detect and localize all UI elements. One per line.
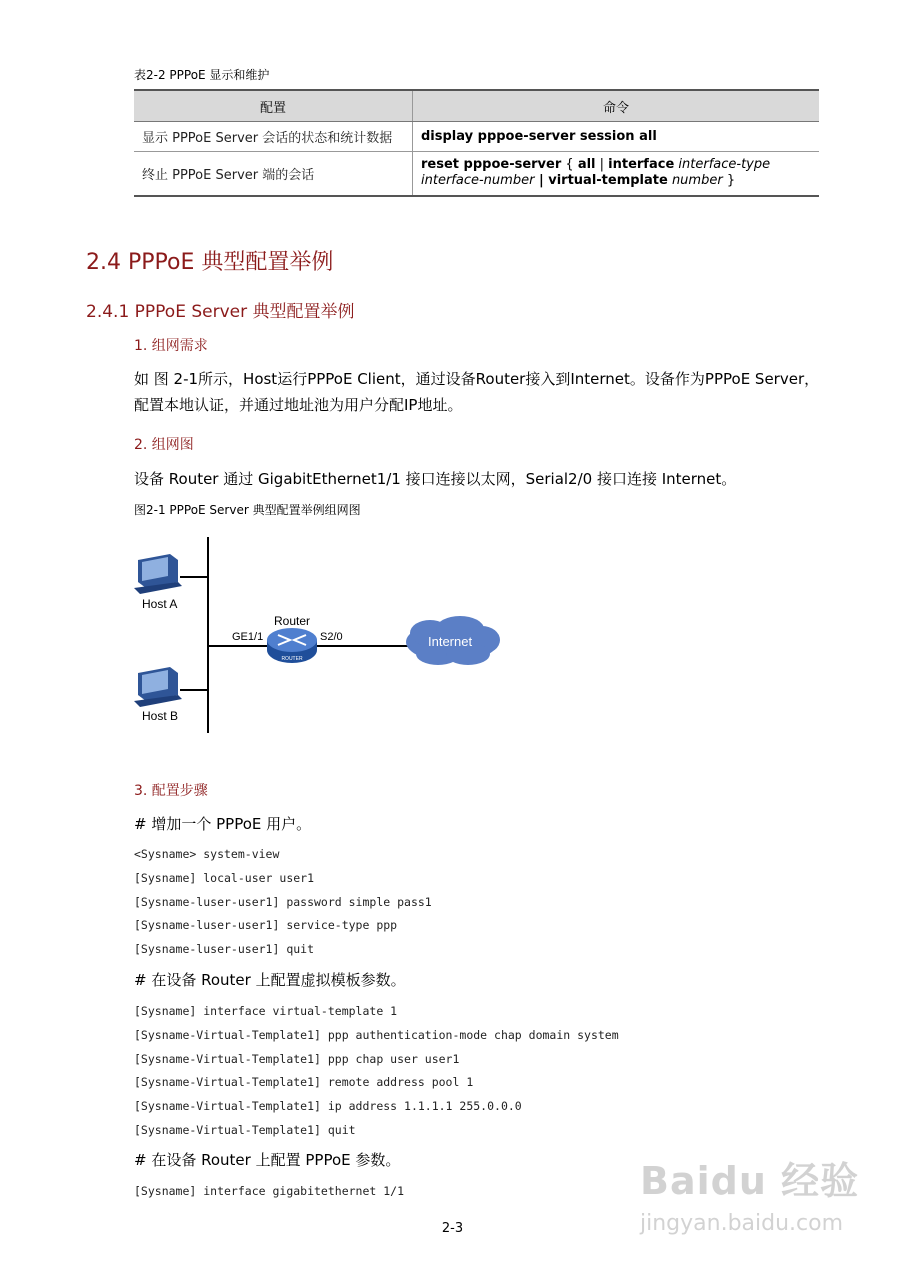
- network-diagram-text: 设备 Router 通过 GigabitEthernet1/1 接口连接以太网，Serial2/0 接口连接 Internet。: [134, 470, 737, 488]
- table-header-row: [134, 90, 819, 122]
- code-line: [Sysname-Virtual-Template1] quit: [134, 1122, 356, 1137]
- table-cell-desc: 显示 PPPoE Server 会话的状态和统计数据: [134, 122, 413, 152]
- cmd-part: }: [722, 173, 736, 189]
- host-b-computer-icon: [134, 667, 182, 707]
- step-comment-virtual-template: # 在设备 Router 上配置虚拟模板参数。: [134, 971, 406, 989]
- router-icon: [267, 628, 317, 663]
- table-cell-cmd: display pppoe-server session all: [413, 122, 820, 152]
- ge-port-label: GE1/1: [232, 631, 264, 643]
- table-header-config: 配置: [134, 90, 413, 122]
- code-line: [Sysname-Virtual-Template1] ip address 1.1.1.1 255.0.0.0: [134, 1099, 522, 1114]
- page-number: 2-3: [441, 1221, 464, 1236]
- table-row: [134, 122, 819, 152]
- code-line: [Sysname-luser-user1] quit: [134, 942, 315, 957]
- code-block-pppoe: [134, 1180, 404, 1204]
- cmd-part: all: [577, 157, 596, 173]
- step-comment-add-user: # 增加一个 PPPoE 用户。: [134, 815, 312, 833]
- cmd-part: |: [595, 157, 609, 173]
- code-line: [Sysname] interface gigabitethernet 1/1: [134, 1184, 405, 1198]
- code-line: [Sysname-luser-user1] service-type ppp: [134, 918, 398, 933]
- subsection-heading: 2.4.1 PPPoE Server 典型配置举例: [86, 302, 355, 322]
- host-b-label: Host B: [142, 709, 179, 723]
- table-row: [134, 152, 819, 196]
- code-line: [Sysname-Virtual-Template1] ppp chap user user1: [134, 1051, 460, 1066]
- code-line: [Sysname-Virtual-Template1] ppp authentication-mode chap domain system: [134, 1027, 619, 1042]
- code-line: [Sysname-luser-user1] password simple pass1: [134, 894, 432, 909]
- baidu-watermark: [640, 1150, 859, 1236]
- host-a-label: Host A: [142, 597, 178, 611]
- table-caption: 表2-2 PPPoE 显示和维护: [134, 68, 270, 82]
- code-block-virtual-template: [134, 1000, 619, 1143]
- figure-caption: 图2-1 PPPoE Server 典型配置举例组网图: [134, 503, 361, 517]
- cmd-part: interface: [608, 157, 675, 173]
- table-header-command: 命令: [413, 90, 820, 122]
- watermark-url: jingyan.baidu.com: [640, 1211, 844, 1236]
- table-cell-desc: 终止 PPPoE Server 端的会话: [134, 152, 413, 196]
- watermark-logo-text: Baidu 经验: [640, 1159, 860, 1203]
- cmd-part: |: [534, 173, 549, 189]
- host-a-computer-icon: [134, 554, 182, 594]
- router-label: Router: [274, 614, 311, 628]
- table-cell-cmd: [413, 152, 820, 196]
- step-comment-pppoe: # 在设备 Router 上配置 PPPoE 参数。: [134, 1151, 401, 1169]
- code-line: [Sysname-Virtual-Template1] remote address pool 1: [134, 1075, 474, 1090]
- router-badge: ROUTER: [281, 656, 303, 662]
- network-diagram: [120, 530, 520, 740]
- display-maintenance-table: [134, 89, 819, 197]
- section-heading: 2.4 PPPoE 典型配置举例: [86, 250, 334, 275]
- step-heading-network-requirements: 1. 组网需求: [134, 338, 208, 354]
- serial-port-label: S2/0: [320, 631, 343, 643]
- code-line: [Sysname] local-user user1: [134, 870, 315, 885]
- cmd-part: number: [667, 173, 723, 189]
- cmd-part: interface-type: [674, 157, 771, 173]
- cmd-part: interface-number: [421, 173, 535, 189]
- network-requirements-text: 如 图 2-1所示，Host运行PPPoE Client，通过设备Router接入到Internet。设备作为PPPoE Server，配置本地认证，并通过地址池为用户分配IP地址。: [134, 370, 820, 414]
- code-line: <Sysname> system-view: [134, 847, 280, 861]
- cmd-part: reset pppoe-server: [421, 157, 562, 173]
- code-block-add-user: [134, 843, 432, 962]
- cmd-part: {: [561, 157, 578, 173]
- cmd-part: virtual-template: [548, 173, 668, 189]
- code-line: [Sysname] interface virtual-template 1: [134, 1004, 398, 1018]
- step-heading-configuration: 3. 配置步骤: [134, 783, 208, 799]
- step-heading-network-diagram: 2. 组网图: [134, 437, 194, 453]
- internet-label: Internet: [428, 634, 473, 649]
